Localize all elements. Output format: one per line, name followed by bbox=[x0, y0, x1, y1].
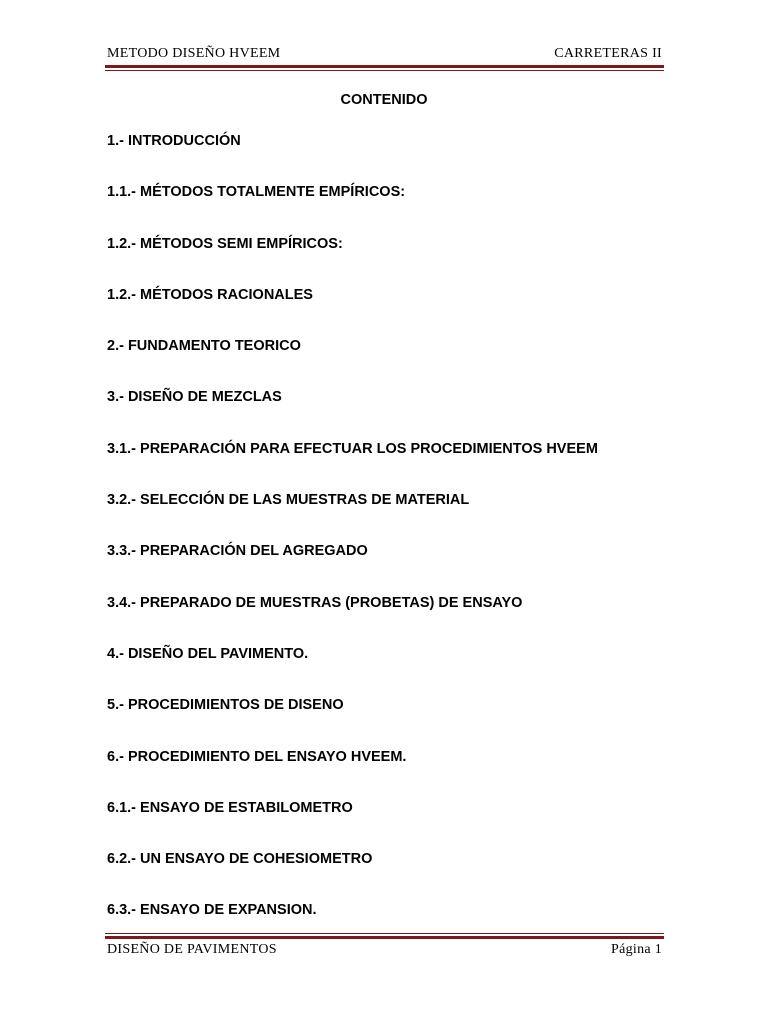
toc-item: 2.- FUNDAMENTO TEORICO bbox=[107, 338, 301, 355]
toc-item: 3.2.- SELECCIÓN DE LAS MUESTRAS DE MATERIAL bbox=[107, 492, 470, 509]
footer-subject: DISEÑO DE PAVIMENTOS bbox=[107, 942, 277, 957]
header-divider-thin bbox=[105, 70, 664, 71]
header-course-name: CARRETERAS II bbox=[554, 46, 662, 61]
toc-item: 1.2.- MÉTODOS SEMI EMPÍRICOS: bbox=[107, 235, 343, 252]
toc-item: 3.- DISEÑO DE MEZCLAS bbox=[107, 389, 282, 406]
toc-item: 6.1.- ENSAYO DE ESTABILOMETRO bbox=[107, 799, 353, 816]
page-title: CONTENIDO bbox=[340, 92, 428, 108]
toc-item: 1.- INTRODUCCIÓN bbox=[107, 133, 241, 149]
table-of-contents bbox=[107, 133, 598, 954]
toc-item: 4.- DISEÑO DEL PAVIMENTO. bbox=[107, 645, 309, 662]
toc-item: 3.4.- PREPARADO DE MUESTRAS (PROBETAS) DE ENSAYO bbox=[107, 594, 523, 611]
toc-item: 5.- PROCEDIMIENTOS DE DISENO bbox=[107, 697, 344, 714]
header-document-title: METODO DISEÑO HVEEM bbox=[107, 46, 281, 61]
footer-divider-thin bbox=[105, 933, 664, 934]
toc-item: 6.3.- ENSAYO DE EXPANSION. bbox=[107, 902, 317, 919]
toc-item: 1.1.- MÉTODOS TOTALMENTE EMPÍRICOS: bbox=[107, 184, 406, 201]
toc-item: 6.- PROCEDIMIENTO DEL ENSAYO HVEEM. bbox=[107, 748, 407, 765]
toc-item: 3.3.- PREPARACIÓN DEL AGREGADO bbox=[107, 543, 368, 560]
toc-item: 6.2.- UN ENSAYO DE COHESIOMETRO bbox=[107, 851, 373, 868]
header-divider-thick bbox=[105, 65, 664, 68]
toc-item: 3.1.- PREPARACIÓN PARA EFECTUAR LOS PROCEDIMIENTOS HVEEM bbox=[107, 440, 598, 457]
page-number: Página 1 bbox=[610, 942, 662, 957]
toc-item: 1.2.- MÉTODOS RACIONALES bbox=[107, 286, 313, 303]
footer-divider-thick bbox=[105, 936, 664, 939]
